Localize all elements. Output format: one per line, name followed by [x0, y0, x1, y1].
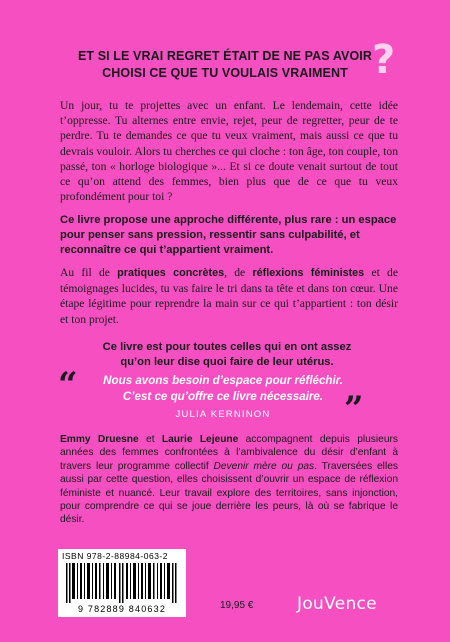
publisher-logo: JouVence	[297, 594, 377, 614]
intro-paragraph: Un jour, tu te projettes avec un enfant. Le lendemain, cette idée t’oppresse. Tu alternes entre envie, rejet, peur de regretter, peur de te perdre. Tu te demandes ce que tu veux vraiment, mais aussi ce que tu devrais vouloir. Alors tu cherches ce qui cloche : ton âge, ton couple, ton passé, ton « horloge biologique »... Et si ce doute venait surtout de tout ce qu’on attend des femmes, bien plus que de ce que tu veux profondément pour toi ?	[60, 99, 398, 204]
lead-paragraph: Ce livre propose une approche différente, plus rare : un espace pour penser sans pression, ressentir sans culpabilité, et reconnaître ce qui t’appartient vraiment.	[60, 214, 397, 256]
quote-author: JULIA KERNINON	[175, 409, 271, 420]
quote-line-1: Nous avons besoin d’espace pour réfléchir.	[103, 374, 343, 387]
bio-text-2: . Traversées elles aussi par cette question, elles choisissent d’ouvrir un espace de réflexion féministe et nuancé. Leur travail explore des territoires, sans injonction, pour comprendre ce qui se joue derrière les peurs, là où se fabrique le désir.	[60, 460, 398, 526]
price: 19,95 €	[220, 600, 254, 611]
barcode-digits: 9 782889 840632	[77, 604, 167, 614]
author-name-2: Laurie Lejeune	[161, 434, 239, 445]
author-name-1: Emmy Druesne	[60, 434, 139, 445]
practices-bold-2: réflexions féministes	[252, 267, 365, 279]
callout	[72, 340, 382, 370]
quote-line-2: C’est ce qu’offre ce livre nécessaire.	[122, 390, 324, 403]
practices-bold-1: pratiques concrètes	[117, 267, 225, 279]
isbn-label: ISBN 978-2-88984-063-2	[62, 551, 168, 561]
program-name: Devenir mère ou pas	[213, 460, 315, 472]
blurb-quote	[88, 373, 358, 405]
heading-line-1: ET SI LE VRAI REGRET ÉTAIT DE NE PAS AVOIR	[77, 49, 373, 63]
author-bio	[60, 433, 398, 527]
heading-line-2: CHOISI CE QUE TU VOULAIS VRAIMENT	[102, 66, 348, 80]
question-mark-icon: ?	[372, 37, 396, 83]
bio-text-1: accompagnent depuis plusieurs années des femmes confrontées à l’ambivalence du désir d’enfant à travers leur programme collectif	[60, 434, 398, 472]
back-cover-heading	[70, 48, 380, 82]
practices-text-2: , de	[224, 266, 253, 279]
bio-and: et	[138, 434, 162, 445]
barcode-bars-icon	[66, 563, 178, 603]
callout-line-2: qu’on leur dise quoi faire de leur utérus.	[120, 356, 334, 368]
close-quote-icon: ”	[344, 389, 364, 429]
callout-line-1: Ce livre est pour toutes celles qui en ont assez	[102, 341, 352, 353]
barcode	[58, 549, 186, 617]
open-quote-icon: “	[58, 365, 78, 405]
practices-paragraph	[60, 265, 398, 327]
practices-text-1: Au fil de	[60, 266, 118, 279]
practices-text-3: et de témoignages lucides, tu vas faire le tri dans ta tête et dans ton cœur. Une étape légitime pour reprendre la main sur ce qui t’appartient : ton désir et ton projet.	[60, 266, 398, 326]
